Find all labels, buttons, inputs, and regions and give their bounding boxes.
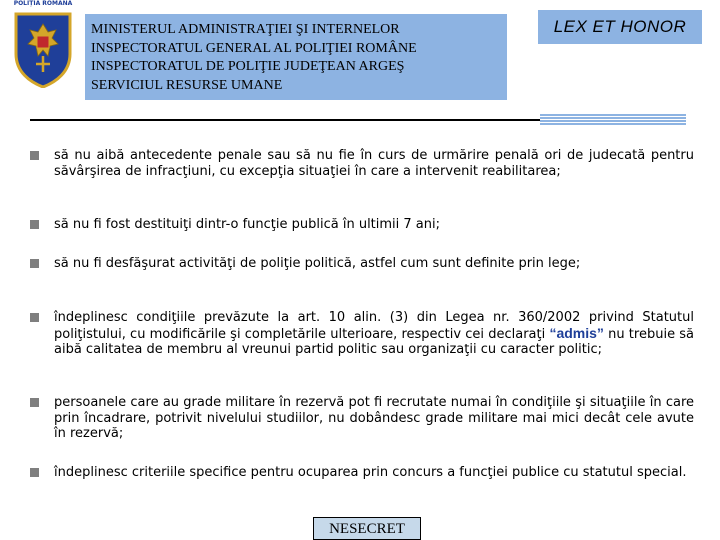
header-line-inspectorate-general: INSPECTORATUL GENERAL AL POLIŢIEI ROMÂNE <box>91 40 417 56</box>
list-item <box>30 310 694 358</box>
list-item <box>30 148 694 179</box>
list-item <box>30 465 694 481</box>
classification-badge <box>313 517 421 540</box>
logo-title: POLIȚIA ROMÂNĂ <box>13 0 73 7</box>
list-item-text-before: îndeplinesc condiţiile prevăzute la art. 10 alin. (3) din Legea nr. 360/2002 privind Statutul poliţistului, cu modificările şi completările ulterioare, respectiv cei declaraţi <box>54 310 694 342</box>
motto: LEX ET HONOR <box>553 17 687 36</box>
list-item <box>30 395 694 442</box>
list-item <box>30 256 694 272</box>
header-line-inspectorate-county: INSPECTORATUL DE POLIŢIE JUDEŢEAN ARGEŞ <box>91 59 405 74</box>
bullet-icon <box>30 259 39 268</box>
separator-line <box>30 119 540 121</box>
header-line-ministry: MINISTERUL ADMINISTRAŢIEI ŞI INTERNELOR <box>91 22 400 37</box>
classification-label: NESECRET <box>329 521 405 537</box>
header-line-service: SERVICIUL RESURSE UMANE <box>91 77 283 93</box>
bullet-icon <box>30 398 39 407</box>
list-item-text: îndeplinesc criteriile specifice pentru ocuparea prin concurs a funcţiei publice cu statutul special. <box>54 465 687 480</box>
coat-of-arms-icon <box>12 10 74 88</box>
separator-bar <box>540 114 686 126</box>
bullet-icon <box>30 313 39 322</box>
list-item-text: să nu aibă antecedente penale sau să nu fie în curs de urmărire penală ori de judecată pentru săvârşirea de infracţiuni, cu excepţia situaţiei în care a intervenit reabilitarea; <box>54 148 694 179</box>
list-item <box>30 217 694 233</box>
bullet-icon <box>30 151 39 160</box>
list-item-text: să nu fi fost destituiţi dintr-o funcţie publică în ultimii 7 ani; <box>54 217 441 232</box>
header-box <box>85 14 507 100</box>
list-item-text-after: nu trebuie să aibă calitatea de membru al vreunui partid politic sau organizaţii cu caracter politic; <box>54 326 695 358</box>
police-logo <box>8 0 78 90</box>
list-item-text: să nu fi desfăşurat activităţi de poliţie politică, astfel cum sunt definite prin lege; <box>54 256 581 271</box>
list-item-text <box>54 310 694 358</box>
admis-highlight: “admis” <box>549 324 604 341</box>
motto-box <box>538 10 702 44</box>
bullet-icon <box>30 220 39 229</box>
bullet-icon <box>30 468 39 477</box>
list-item-text: persoanele care au grade militare în rezervă pot fi recrutate numai în condiţiile şi situaţiile în care prin încadrare, potrivit nivelului studiilor, nu dobândesc grade militare mai mici decât cele avute în rezervă; <box>54 395 694 442</box>
